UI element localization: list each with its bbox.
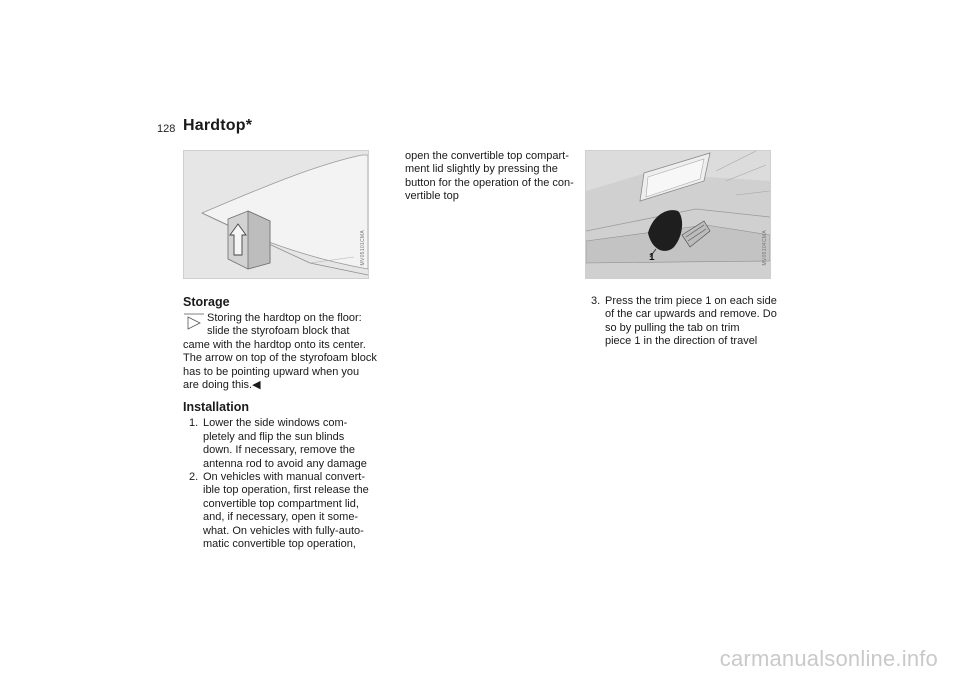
note-triangle-icon <box>183 313 205 331</box>
page-title: Hardtop* <box>183 117 253 134</box>
figure-hardtop-storage <box>183 150 369 279</box>
storage-text: Storing the hardtop on the floor: slide the styrofoam block that came with the hardtop onto its center. The arrow on top of the styrofoam block has to be pointing upward when you are doing this.◀ <box>183 312 377 392</box>
figure-code: MV05104CMA <box>762 230 768 266</box>
column-right <box>585 295 785 349</box>
installation-steps-continued <box>585 295 785 349</box>
page-number: 128 <box>157 123 176 135</box>
installation-heading: Installation <box>183 400 249 415</box>
figure-code: MV05101CMA <box>360 230 366 266</box>
list-item: 2. On vehicles with manual convert- ible top operation, first release the convertible top compartment lid, and, if necessary, open it some- what. On vehicles with fully-auto- matic convertible top operation, <box>189 471 369 551</box>
column-left <box>183 295 383 552</box>
callout-number: 1 <box>649 252 655 263</box>
storage-heading: Storage <box>183 295 230 309</box>
hardtop-storage-illustration <box>184 151 368 278</box>
figure-trim-piece <box>585 150 771 279</box>
list-item: 1. Lower the side windows com- pletely and flip the sun blinds down. If necessary, remove the antenna rod to avoid any damage <box>189 417 367 470</box>
storage-note <box>183 312 383 392</box>
installation-steps <box>183 417 383 551</box>
trim-piece-illustration <box>586 151 770 278</box>
watermark: carmanualsonline.info <box>719 646 938 671</box>
column-middle <box>405 150 585 204</box>
step2-continuation: open the convertible top compart- ment lid slightly by pressing the button for the operation of the con- vertible top <box>405 150 574 203</box>
list-item: 3. Press the trim piece 1 on each side of the car upwards and remove. Do so by pulling the tab on trim piece 1 in the direction of travel <box>591 295 777 348</box>
